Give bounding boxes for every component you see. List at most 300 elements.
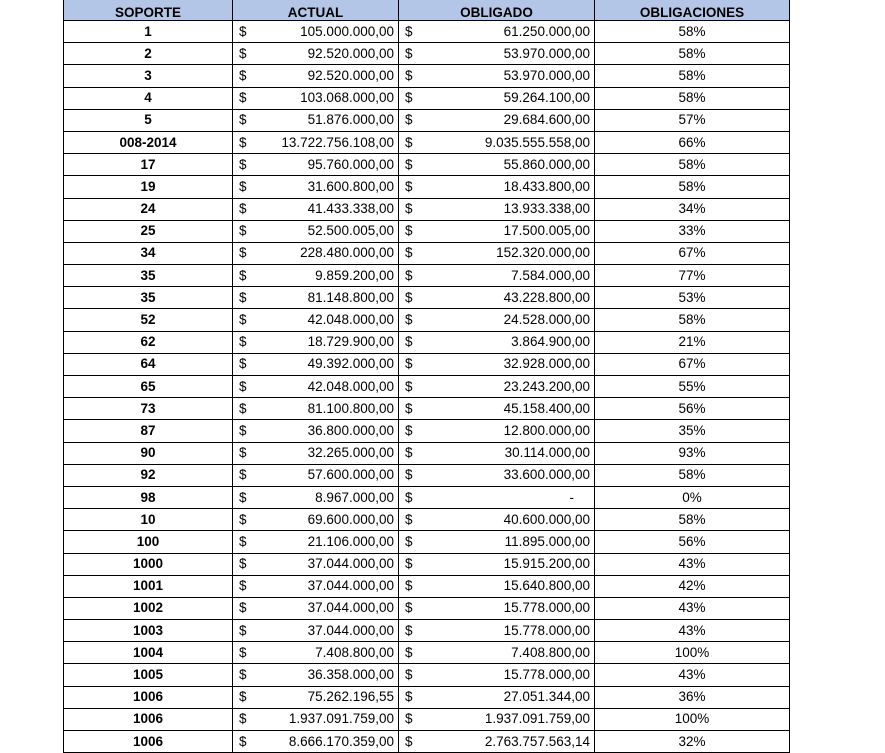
amount-value: 105.000.000,00 xyxy=(300,23,394,39)
cell-soporte[interactable]: 3 xyxy=(64,65,233,87)
cell-obligado[interactable] xyxy=(399,731,595,753)
table-row[interactable] xyxy=(64,531,790,553)
cell-obligaciones-pct[interactable]: 67% xyxy=(595,353,790,375)
table-row[interactable] xyxy=(64,708,790,730)
cell-actual[interactable] xyxy=(233,509,399,531)
amount-value: 18.729.900,00 xyxy=(307,334,394,350)
cell-actual-content xyxy=(233,488,398,508)
cell-actual[interactable] xyxy=(233,331,399,353)
cell-obligado[interactable] xyxy=(399,309,595,331)
currency-symbol: $ xyxy=(239,578,247,594)
cell-obligaciones-pct[interactable]: 100% xyxy=(595,708,790,730)
amount-value: 7.408.800,00 xyxy=(511,644,590,660)
table-row[interactable] xyxy=(64,642,790,664)
table-row[interactable] xyxy=(64,553,790,575)
currency-symbol: $ xyxy=(239,356,247,372)
cell-obligado-content xyxy=(399,199,594,219)
cell-obligaciones-pct[interactable]: 58% xyxy=(595,43,790,65)
header-obligaciones: OBLIGACIONES xyxy=(595,0,790,21)
amount-value: 9.035.555.558,00 xyxy=(484,134,590,150)
currency-symbol: $ xyxy=(239,289,247,305)
cell-actual-content xyxy=(233,421,398,441)
cell-obligado[interactable] xyxy=(399,287,595,309)
cell-obligado[interactable] xyxy=(399,198,595,220)
cell-obligado-content xyxy=(399,221,594,241)
amount-value: 23.243.200,00 xyxy=(503,378,590,394)
amount-value: 42.048.000,00 xyxy=(307,378,394,394)
currency-symbol: $ xyxy=(239,556,247,572)
cell-soporte[interactable]: 73 xyxy=(64,398,233,420)
cell-soporte[interactable]: 87 xyxy=(64,420,233,442)
cell-obligado[interactable] xyxy=(399,509,595,531)
amount-value: 17.500.005,00 xyxy=(503,223,590,239)
cell-obligado-content xyxy=(399,443,594,463)
table-row[interactable] xyxy=(64,376,790,398)
currency-symbol: $ xyxy=(239,467,247,483)
cell-soporte[interactable]: 90 xyxy=(64,442,233,464)
amount-value: 12.800.000,00 xyxy=(503,422,590,438)
currency-symbol: $ xyxy=(239,267,247,283)
table-row[interactable] xyxy=(64,87,790,109)
cell-obligado[interactable] xyxy=(399,398,595,420)
currency-symbol: $ xyxy=(405,533,413,549)
cell-soporte[interactable]: 52 xyxy=(64,309,233,331)
amount-value: 51.876.000,00 xyxy=(307,112,394,128)
header-obligado: OBLIGADO xyxy=(399,0,595,21)
amount-value: 15.915.200,00 xyxy=(503,556,590,572)
cell-obligaciones-pct[interactable]: 57% xyxy=(595,109,790,131)
table-row[interactable] xyxy=(64,620,790,642)
cell-obligaciones-pct[interactable]: 43% xyxy=(595,597,790,619)
currency-symbol: $ xyxy=(239,312,247,328)
table-row[interactable] xyxy=(64,664,790,686)
cell-actual[interactable] xyxy=(233,87,399,109)
header-soporte: SOPORTE xyxy=(64,0,233,21)
table-row[interactable] xyxy=(64,65,790,87)
currency-symbol: $ xyxy=(405,67,413,83)
cell-actual-content xyxy=(233,598,398,618)
cell-obligaciones-pct[interactable]: 100% xyxy=(595,642,790,664)
amount-value: 49.392.000,00 xyxy=(307,356,394,372)
cell-actual-content xyxy=(233,332,398,352)
amount-value: 42.048.000,00 xyxy=(307,312,394,328)
cell-soporte[interactable]: 1006 xyxy=(64,708,233,730)
currency-symbol: $ xyxy=(239,67,247,83)
amount-value: 152.320.000,00 xyxy=(496,245,590,261)
cell-soporte[interactable]: 008-2014 xyxy=(64,131,233,153)
amount-value: 1.937.091.759,00 xyxy=(484,711,590,727)
cell-obligaciones-pct[interactable]: 58% xyxy=(595,65,790,87)
cell-obligaciones-pct[interactable]: 34% xyxy=(595,198,790,220)
currency-symbol: $ xyxy=(405,711,413,727)
cell-obligado-content xyxy=(399,665,594,685)
cell-soporte[interactable]: 34 xyxy=(64,242,233,264)
amount-value: 40.600.000,00 xyxy=(503,511,590,527)
currency-symbol: $ xyxy=(239,489,247,505)
cell-actual-content xyxy=(233,732,398,752)
table-row[interactable] xyxy=(64,597,790,619)
currency-symbol: $ xyxy=(405,378,413,394)
currency-symbol: $ xyxy=(239,445,247,461)
cell-obligaciones-pct[interactable]: 58% xyxy=(595,464,790,486)
cell-actual[interactable] xyxy=(233,21,399,43)
amount-value: 2.763.757.563,14 xyxy=(484,733,590,749)
cell-soporte[interactable]: 17 xyxy=(64,154,233,176)
amount-value: 31.600.800,00 xyxy=(307,178,394,194)
cell-actual[interactable] xyxy=(233,486,399,508)
cell-obligado[interactable] xyxy=(399,442,595,464)
cell-obligado-content xyxy=(399,732,594,752)
cell-obligado-content xyxy=(399,44,594,64)
amount-value: 45.158.400,00 xyxy=(503,400,590,416)
currency-symbol: $ xyxy=(239,400,247,416)
cell-soporte[interactable]: 4 xyxy=(64,87,233,109)
cell-obligaciones-pct[interactable]: 33% xyxy=(595,220,790,242)
amount-value: - xyxy=(569,489,574,505)
amount-value: 53.970.000,00 xyxy=(503,67,590,83)
table-row[interactable] xyxy=(64,198,790,220)
table-row[interactable] xyxy=(64,176,790,198)
cell-obligado[interactable] xyxy=(399,242,595,264)
cell-soporte[interactable]: 98 xyxy=(64,486,233,508)
cell-obligado[interactable] xyxy=(399,376,595,398)
amount-value: 75.262.196,55 xyxy=(307,689,394,705)
cell-obligado[interactable] xyxy=(399,176,595,198)
currency-symbol: $ xyxy=(405,23,413,39)
cell-obligado-content xyxy=(399,177,594,197)
cell-obligado[interactable] xyxy=(399,420,595,442)
cell-obligado[interactable] xyxy=(399,686,595,708)
amount-value: 15.778.000,00 xyxy=(503,667,590,683)
currency-symbol: $ xyxy=(239,245,247,261)
cell-obligado[interactable] xyxy=(399,642,595,664)
cell-obligado-content xyxy=(399,598,594,618)
cell-actual[interactable] xyxy=(233,553,399,575)
amount-value: 18.433.800,00 xyxy=(503,178,590,194)
amount-value: 8.967.000,00 xyxy=(315,489,394,505)
cell-obligado-content xyxy=(399,110,594,130)
amount-value: 69.600.000,00 xyxy=(307,511,394,527)
cell-obligaciones-pct[interactable]: 58% xyxy=(595,176,790,198)
currency-symbol: $ xyxy=(239,422,247,438)
cell-actual[interactable] xyxy=(233,442,399,464)
cell-soporte[interactable]: 35 xyxy=(64,287,233,309)
table-row[interactable] xyxy=(64,287,790,309)
cell-obligado-content xyxy=(399,510,594,530)
cell-soporte[interactable]: 64 xyxy=(64,353,233,375)
cell-obligado-content xyxy=(399,354,594,374)
cell-actual-content xyxy=(233,288,398,308)
currency-symbol: $ xyxy=(239,134,247,150)
cell-obligado-content xyxy=(399,465,594,485)
cell-obligaciones-pct[interactable]: 93% xyxy=(595,442,790,464)
amount-value: 92.520.000,00 xyxy=(307,45,394,61)
cell-soporte[interactable]: 1004 xyxy=(64,642,233,664)
cell-obligaciones-pct[interactable]: 32% xyxy=(595,731,790,753)
table-row[interactable] xyxy=(64,21,790,43)
cell-obligaciones-pct[interactable]: 58% xyxy=(595,21,790,43)
table-row[interactable] xyxy=(64,309,790,331)
cell-soporte[interactable]: 1001 xyxy=(64,575,233,597)
cell-actual[interactable] xyxy=(233,353,399,375)
currency-symbol: $ xyxy=(239,178,247,194)
amount-value: 7.408.800,00 xyxy=(315,644,394,660)
cell-obligaciones-pct[interactable]: 43% xyxy=(595,553,790,575)
currency-symbol: $ xyxy=(405,112,413,128)
cell-actual[interactable] xyxy=(233,242,399,264)
cell-obligado[interactable] xyxy=(399,708,595,730)
cell-actual-content xyxy=(233,221,398,241)
cell-actual[interactable] xyxy=(233,708,399,730)
cell-actual[interactable] xyxy=(233,642,399,664)
cell-obligado[interactable] xyxy=(399,220,595,242)
amount-value: 103.068.000,00 xyxy=(300,90,394,106)
currency-symbol: $ xyxy=(405,578,413,594)
amount-value: 81.100.800,00 xyxy=(307,400,394,416)
cell-soporte[interactable]: 19 xyxy=(64,176,233,198)
cell-actual[interactable] xyxy=(233,176,399,198)
cell-soporte[interactable]: 5 xyxy=(64,109,233,131)
cell-actual[interactable] xyxy=(233,220,399,242)
currency-symbol: $ xyxy=(405,312,413,328)
cell-soporte[interactable]: 1005 xyxy=(64,664,233,686)
cell-actual[interactable] xyxy=(233,398,399,420)
cell-actual[interactable] xyxy=(233,620,399,642)
amount-value: 29.684.600,00 xyxy=(503,112,590,128)
amount-value: 15.640.800,00 xyxy=(503,578,590,594)
cell-soporte[interactable]: 1006 xyxy=(64,731,233,753)
cell-soporte[interactable]: 1003 xyxy=(64,620,233,642)
cell-obligado-content xyxy=(399,88,594,108)
cell-obligado-content xyxy=(399,421,594,441)
table-body xyxy=(64,21,790,753)
currency-symbol: $ xyxy=(239,689,247,705)
cell-obligaciones-pct[interactable]: 35% xyxy=(595,420,790,442)
cell-obligado[interactable] xyxy=(399,575,595,597)
cell-obligaciones-pct[interactable]: 55% xyxy=(595,376,790,398)
cell-actual-content xyxy=(233,709,398,729)
cell-soporte[interactable]: 24 xyxy=(64,198,233,220)
cell-actual[interactable] xyxy=(233,597,399,619)
cell-soporte[interactable]: 62 xyxy=(64,331,233,353)
currency-symbol: $ xyxy=(405,267,413,283)
cell-actual[interactable] xyxy=(233,731,399,753)
currency-symbol: $ xyxy=(239,90,247,106)
cell-actual[interactable] xyxy=(233,109,399,131)
cell-obligaciones-pct[interactable]: 58% xyxy=(595,309,790,331)
cell-obligaciones-pct[interactable]: 58% xyxy=(595,509,790,531)
currency-symbol: $ xyxy=(405,45,413,61)
table-row[interactable] xyxy=(64,464,790,486)
cell-soporte[interactable]: 1 xyxy=(64,21,233,43)
cell-obligado[interactable] xyxy=(399,43,595,65)
cell-soporte[interactable]: 100 xyxy=(64,531,233,553)
cell-obligado-content xyxy=(399,488,594,508)
currency-symbol: $ xyxy=(405,467,413,483)
cell-actual-content xyxy=(233,576,398,596)
amount-value: 228.480.000,00 xyxy=(300,245,394,261)
cell-obligado-content xyxy=(399,643,594,663)
table-row[interactable] xyxy=(64,575,790,597)
amount-value: 13.722.756.108,00 xyxy=(281,134,394,150)
cell-soporte[interactable]: 1002 xyxy=(64,597,233,619)
amount-value: 37.044.000,00 xyxy=(307,578,394,594)
amount-value: 81.148.800,00 xyxy=(307,289,394,305)
table-row[interactable] xyxy=(64,686,790,708)
cell-obligado-content xyxy=(399,332,594,352)
cell-obligado[interactable] xyxy=(399,486,595,508)
cell-obligado-content xyxy=(399,532,594,552)
currency-symbol: $ xyxy=(239,644,247,660)
cell-obligado-content xyxy=(399,288,594,308)
cell-obligado[interactable] xyxy=(399,464,595,486)
table-row[interactable] xyxy=(64,131,790,153)
cell-obligado-content xyxy=(399,399,594,419)
amount-value: 3.864.900,00 xyxy=(511,334,590,350)
currency-symbol: $ xyxy=(405,134,413,150)
cell-obligado[interactable] xyxy=(399,620,595,642)
cell-obligaciones-pct[interactable]: 66% xyxy=(595,131,790,153)
cell-obligaciones-pct[interactable]: 21% xyxy=(595,331,790,353)
table-row[interactable] xyxy=(64,242,790,264)
cell-actual-content xyxy=(233,643,398,663)
cell-soporte[interactable]: 1000 xyxy=(64,553,233,575)
table-row[interactable] xyxy=(64,398,790,420)
cell-obligado[interactable] xyxy=(399,65,595,87)
cell-actual[interactable] xyxy=(233,265,399,287)
cell-actual[interactable] xyxy=(233,287,399,309)
table-row[interactable] xyxy=(64,486,790,508)
cell-obligado[interactable] xyxy=(399,597,595,619)
cell-obligaciones-pct[interactable]: 43% xyxy=(595,620,790,642)
amount-value: 55.860.000,00 xyxy=(503,156,590,172)
cell-obligaciones-pct[interactable]: 56% xyxy=(595,398,790,420)
amount-value: 33.600.000,00 xyxy=(503,467,590,483)
cell-actual-content xyxy=(233,266,398,286)
cell-actual-content xyxy=(233,177,398,197)
table-row[interactable] xyxy=(64,265,790,287)
cell-soporte[interactable]: 65 xyxy=(64,376,233,398)
table-row[interactable] xyxy=(64,420,790,442)
currency-symbol: $ xyxy=(405,445,413,461)
amount-value: 13.933.338,00 xyxy=(503,201,590,217)
cell-obligaciones-pct[interactable]: 36% xyxy=(595,686,790,708)
cell-obligaciones-pct[interactable]: 77% xyxy=(595,265,790,287)
table-row[interactable] xyxy=(64,220,790,242)
cell-obligaciones-pct[interactable]: 58% xyxy=(595,154,790,176)
table-row[interactable] xyxy=(64,109,790,131)
amount-value: 21.106.000,00 xyxy=(307,533,394,549)
cell-obligaciones-pct[interactable]: 0% xyxy=(595,486,790,508)
cell-actual[interactable] xyxy=(233,575,399,597)
cell-soporte[interactable]: 35 xyxy=(64,265,233,287)
cell-obligaciones-pct[interactable]: 67% xyxy=(595,242,790,264)
budget-table xyxy=(63,0,790,753)
cell-obligado-content xyxy=(399,621,594,641)
cell-obligado-content xyxy=(399,133,594,153)
table-row[interactable] xyxy=(64,509,790,531)
table-row[interactable] xyxy=(64,43,790,65)
currency-symbol: $ xyxy=(239,45,247,61)
cell-actual-content xyxy=(233,133,398,153)
cell-actual[interactable] xyxy=(233,65,399,87)
cell-actual-content xyxy=(233,88,398,108)
table-row[interactable] xyxy=(64,353,790,375)
cell-obligaciones-pct[interactable]: 43% xyxy=(595,664,790,686)
cell-actual[interactable] xyxy=(233,531,399,553)
table-row[interactable] xyxy=(64,154,790,176)
amount-value: 95.760.000,00 xyxy=(307,156,394,172)
cell-obligaciones-pct[interactable]: 58% xyxy=(595,87,790,109)
amount-value: 37.044.000,00 xyxy=(307,600,394,616)
cell-soporte[interactable]: 92 xyxy=(64,464,233,486)
cell-obligado[interactable] xyxy=(399,553,595,575)
cell-obligado[interactable] xyxy=(399,331,595,353)
cell-soporte[interactable]: 2 xyxy=(64,43,233,65)
cell-actual[interactable] xyxy=(233,154,399,176)
cell-actual[interactable] xyxy=(233,131,399,153)
cell-obligado[interactable] xyxy=(399,87,595,109)
amount-value: 30.114.000,00 xyxy=(504,445,590,461)
header-actual: ACTUAL xyxy=(233,0,399,21)
cell-actual[interactable] xyxy=(233,198,399,220)
currency-symbol: $ xyxy=(405,600,413,616)
cell-actual[interactable] xyxy=(233,43,399,65)
currency-symbol: $ xyxy=(239,378,247,394)
amount-value: 36.358.000,00 xyxy=(307,667,394,683)
cell-soporte[interactable]: 25 xyxy=(64,220,233,242)
cell-obligado[interactable] xyxy=(399,109,595,131)
table-row[interactable] xyxy=(64,442,790,464)
cell-actual[interactable] xyxy=(233,464,399,486)
cell-obligado[interactable] xyxy=(399,131,595,153)
cell-actual[interactable] xyxy=(233,376,399,398)
currency-symbol: $ xyxy=(239,733,247,749)
table-row[interactable] xyxy=(64,731,790,753)
amount-value: 36.800.000,00 xyxy=(307,422,394,438)
cell-obligaciones-pct[interactable]: 42% xyxy=(595,575,790,597)
cell-obligaciones-pct[interactable]: 56% xyxy=(595,531,790,553)
cell-actual[interactable] xyxy=(233,686,399,708)
currency-symbol: $ xyxy=(239,711,247,727)
cell-obligado[interactable] xyxy=(399,664,595,686)
currency-symbol: $ xyxy=(405,201,413,217)
cell-obligado-content xyxy=(399,377,594,397)
cell-actual[interactable] xyxy=(233,420,399,442)
table-row[interactable] xyxy=(64,331,790,353)
currency-symbol: $ xyxy=(405,689,413,705)
cell-obligado[interactable] xyxy=(399,265,595,287)
cell-actual[interactable] xyxy=(233,309,399,331)
amount-value: 37.044.000,00 xyxy=(307,622,394,638)
cell-soporte[interactable]: 10 xyxy=(64,509,233,531)
cell-actual-content xyxy=(233,243,398,263)
cell-soporte[interactable]: 1006 xyxy=(64,686,233,708)
cell-actual-content xyxy=(233,155,398,175)
cell-obligado[interactable] xyxy=(399,531,595,553)
cell-obligado[interactable] xyxy=(399,353,595,375)
cell-obligado[interactable] xyxy=(399,21,595,43)
cell-obligaciones-pct[interactable]: 53% xyxy=(595,287,790,309)
currency-symbol: $ xyxy=(405,334,413,350)
header-row xyxy=(64,0,790,21)
currency-symbol: $ xyxy=(405,356,413,372)
cell-actual[interactable] xyxy=(233,664,399,686)
currency-symbol: $ xyxy=(239,112,247,128)
currency-symbol: $ xyxy=(405,289,413,305)
cell-actual-content xyxy=(233,465,398,485)
cell-obligado[interactable] xyxy=(399,154,595,176)
